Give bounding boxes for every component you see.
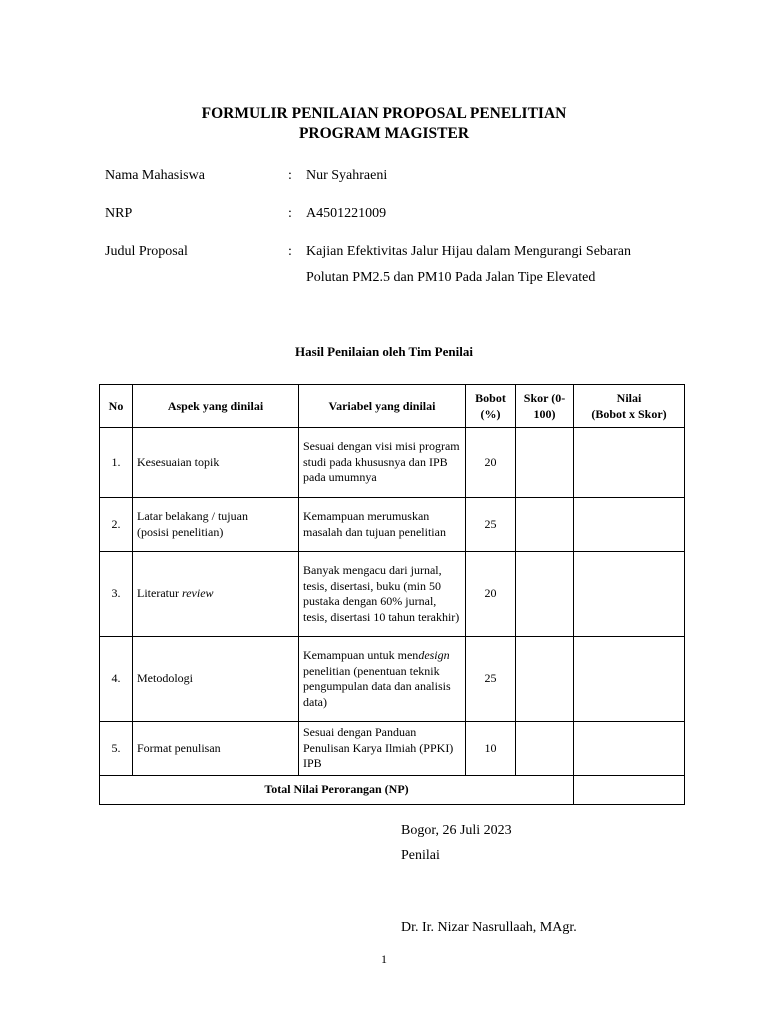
assessment-table [99,384,685,805]
signature-name: Dr. Ir. Nizar Nasrullaah, MAgr. [401,920,577,935]
form-title-line1: FORMULIR PENILAIAN PROPOSAL PENELITIAN [201,105,567,122]
row-no: 5. [100,722,133,776]
page-number: 1 [381,952,387,966]
row-no: 2. [100,498,133,552]
row-value-cell[interactable] [574,428,685,498]
row-variable [299,637,466,722]
row-weight: 25 [466,498,516,552]
row-score-cell[interactable] [516,498,574,552]
row-score-cell[interactable] [516,552,574,637]
row-value-cell[interactable] [574,552,685,637]
row-aspect-text: Literatur [137,586,182,601]
row-weight: 20 [466,428,516,498]
total-row [100,776,685,805]
row-weight: 20 [466,552,516,637]
row-variable: Kemampuan merumuskan masalah dan tujuan penelitian [299,498,466,552]
assessment-section-title: Hasil Penilaian oleh Tim Penilai [295,344,473,359]
row-variable-a: Kemampuan untuk men [303,648,419,662]
row-aspect: Kesesuaian topik [133,428,299,498]
row-aspect: Format penulisan [133,722,299,776]
row-aspect-italic: review [181,586,214,601]
header-value-line1: Nilai [616,391,642,405]
signature-place-date: Bogor, 26 Juli 2023 [401,823,512,838]
row-score-cell[interactable] [516,428,574,498]
row-value-cell[interactable] [574,637,685,722]
form-title-line2: PROGRAM MAGISTER [298,125,470,142]
row-aspect [133,498,299,552]
row-aspect: Metodologi [133,637,299,722]
proposal-title-label: Judul Proposal [105,244,188,259]
header-value-line2: (Bobot x Skor) [591,407,667,421]
total-label: Total Nilai Perorangan (NP) [100,776,574,805]
row-variable: Banyak mengacu dari jurnal, tesis, disertasi, buku (min 50 pustaka dengan 60% jurnal, tesis, disertasi 10 tahun terakhir) [299,552,466,637]
header-weight [466,385,516,428]
header-score-line1: Skor (0- [523,391,566,405]
student-name-value: Nur Syahraeni [306,168,388,183]
header-value [574,385,685,428]
nrp-value: A4501221009 [306,206,387,221]
table-row [100,428,685,498]
row-no: 3. [100,552,133,637]
nrp-label: NRP [105,206,133,221]
header-weight-line2: (%) [480,407,501,421]
table-row [100,637,685,722]
header-weight-line1: Bobot [475,391,506,405]
colon-separator: : [288,168,292,183]
proposal-title-line1: Kajian Efektivitas Jalur Hijau dalam Mengurangi Sebaran [306,244,632,259]
header-variable: Variabel yang dinilai [299,385,466,428]
row-no: 1. [100,428,133,498]
row-value-cell[interactable] [574,498,685,552]
colon-separator: : [288,206,292,221]
row-variable: Sesuai dengan Panduan Penulisan Karya Ilmiah (PPKI) IPB [299,722,466,776]
header-score-line2: 100) [533,407,556,421]
row-variable-b: penelitian (penentuan teknik pengumpulan data dan analisis data) [303,663,451,709]
row-weight: 25 [466,637,516,722]
row-no: 4. [100,637,133,722]
table-row [100,722,685,776]
row-weight: 10 [466,722,516,776]
row-score-cell[interactable] [516,637,574,722]
row-aspect-line1: Latar belakang / tujuan [137,509,248,523]
header-score [516,385,574,428]
row-score-cell[interactable] [516,722,574,776]
table-row [100,498,685,552]
row-aspect [133,552,299,637]
student-name-label: Nama Mahasiswa [105,168,205,183]
header-aspect: Aspek yang dinilai [133,385,299,428]
header-no: No [100,385,133,428]
row-variable-italic: design [418,648,450,662]
signature-role: Penilai [401,848,440,863]
proposal-title-line2: Polutan PM2.5 dan PM10 Pada Jalan Tipe Elevated [306,270,596,285]
row-variable: Sesuai dengan visi misi program studi pada khususnya dan IPB pada umumnya [299,428,466,498]
table-row [100,552,685,637]
row-value-cell[interactable] [574,722,685,776]
colon-separator: : [288,244,292,259]
table-header-row [100,385,685,428]
row-aspect-line2: (posisi penelitian) [137,524,224,539]
total-value-cell[interactable] [574,776,685,805]
